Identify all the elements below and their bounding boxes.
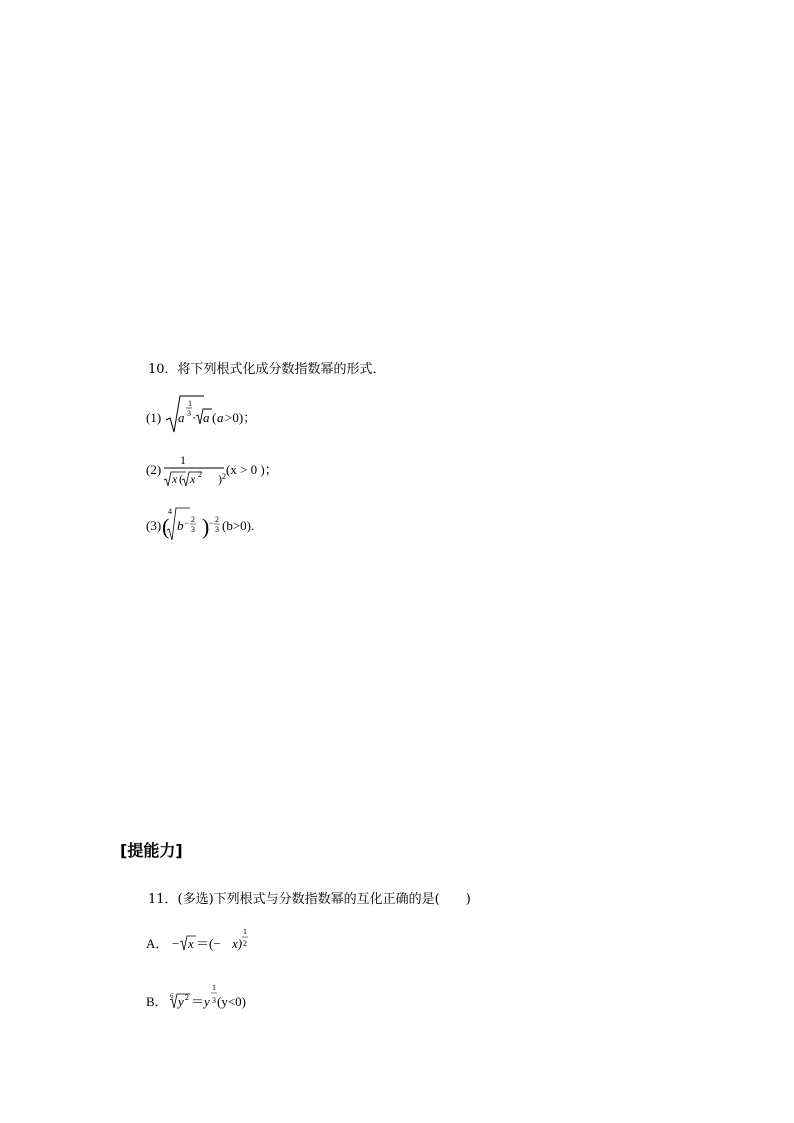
- svg-text:y: y: [178, 994, 184, 1009]
- svg-text:1: 1: [243, 927, 247, 936]
- svg-text:y: y: [204, 994, 210, 1009]
- svg-text:3: 3: [187, 409, 191, 418]
- svg-text:2: 2: [191, 515, 195, 524]
- q10-part1-inner: a: [203, 410, 210, 425]
- svg-text:a: a: [217, 410, 224, 425]
- svg-text:6: 6: [170, 992, 174, 1000]
- svg-text:1: 1: [212, 983, 216, 992]
- svg-text:3: 3: [215, 525, 219, 534]
- question-11-stem: 11．(多选)下列根式与分数指数幂的互化正确的是( ): [148, 892, 471, 907]
- q11-option-b: [146, 982, 286, 1016]
- section-heading: [提能力]: [120, 841, 183, 860]
- svg-text:x: x: [190, 472, 196, 486]
- svg-text:2: 2: [222, 472, 226, 481]
- svg-text:(: (: [179, 472, 183, 486]
- svg-text:2: 2: [198, 470, 202, 479]
- svg-text:(: (: [162, 514, 170, 539]
- svg-text:x: x: [172, 472, 178, 486]
- svg-text:(x > 0 )；: (x > 0 )；: [226, 462, 278, 477]
- q10-part3-formula: [146, 502, 286, 546]
- svg-text:x: x: [188, 936, 194, 951]
- q11-option-a: [146, 926, 286, 960]
- svg-text:(2): (2): [146, 462, 162, 477]
- svg-text:−: −: [172, 936, 180, 951]
- q10-part2-formula: [146, 450, 286, 490]
- svg-text:(3): (3): [146, 518, 162, 533]
- question-10-stem: 10．将下列根式化成分数指数幂的形式．: [148, 362, 386, 377]
- svg-text:＝: ＝: [191, 994, 205, 1009]
- q10-part1-exp: 1: [188, 399, 192, 408]
- q10-part1-number: (1): [146, 410, 162, 425]
- sqrt-outer-icon: [166, 396, 204, 432]
- svg-text:x): x): [232, 936, 243, 951]
- svg-text:−: −: [209, 518, 215, 528]
- svg-text:2: 2: [215, 515, 219, 524]
- svg-text:·: ·: [192, 410, 197, 425]
- option-a-label: A．: [146, 936, 169, 951]
- svg-text:(b>0).: (b>0).: [222, 518, 255, 533]
- svg-text:): ): [202, 514, 210, 539]
- svg-text:2: 2: [185, 993, 189, 1002]
- svg-text:4: 4: [168, 507, 172, 516]
- svg-text:−: −: [184, 518, 190, 528]
- option-b-label: B．: [146, 994, 168, 1009]
- svg-text:b: b: [177, 518, 184, 533]
- svg-text:3: 3: [212, 996, 216, 1005]
- svg-text:2: 2: [243, 939, 247, 948]
- svg-text:): ): [218, 472, 222, 486]
- svg-text:>0)；: >0)；: [225, 410, 257, 425]
- q10-part1-formula: [146, 394, 286, 438]
- svg-text:(: (: [212, 410, 217, 425]
- q10-part1-base: a: [178, 410, 185, 425]
- svg-text:＝(−: ＝(−: [196, 936, 221, 951]
- q10-part2-numerator: 1: [180, 453, 186, 467]
- svg-text:(y<0): (y<0): [217, 994, 246, 1009]
- svg-text:3: 3: [191, 525, 195, 534]
